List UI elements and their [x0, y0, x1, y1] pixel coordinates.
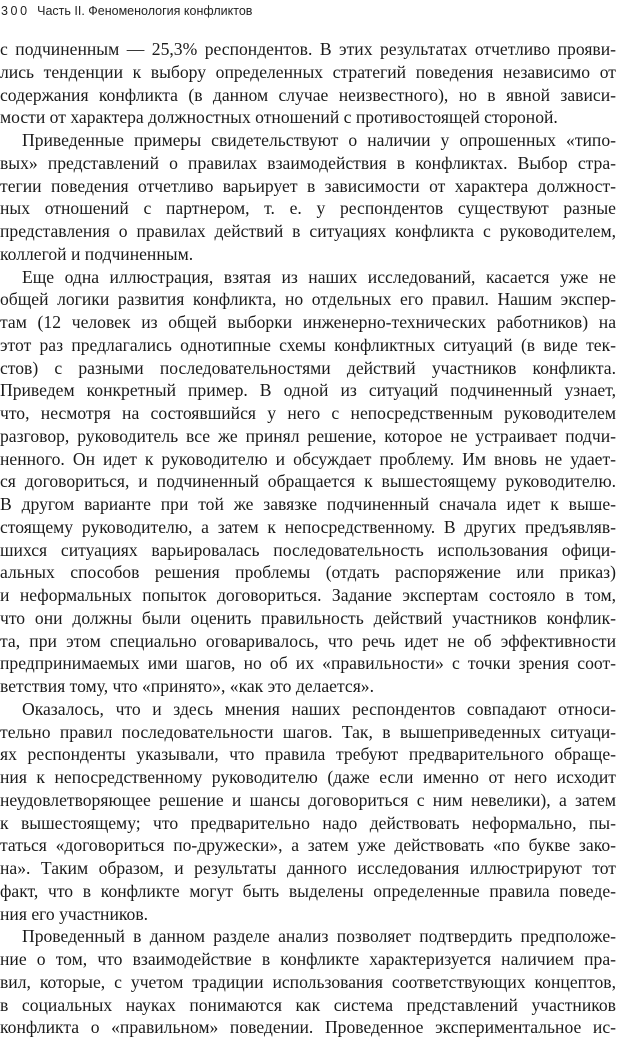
text-line: там (12 человек из общей выборки инженерно-технических работников) на: [0, 312, 616, 332]
text-line: что они должны были оценить правильность действий участников конфлик-: [0, 607, 616, 628]
text-line: ненного. Он идет к руководителю и обсуждает проблему. Им вновь не удает-: [0, 448, 616, 469]
text-line: мости от характера должностных отношений с противостоящей стороной.: [0, 107, 558, 128]
text-line: лись тенденции к выбору определенных стратегий поведения независимо от: [0, 61, 616, 82]
text-line: содержания конфликта (в данном случае неизвестного), но в явной зависи-: [0, 84, 616, 105]
text-line: таться «договориться по-дружески», а затем уже действовать «по букве зако-: [0, 835, 616, 856]
text-line: и неформальных попыток договориться. Задание экспертам состояло в том,: [0, 585, 616, 605]
text-line: общей логики развития конфликта, но отдельных его правил. Нашим экспер-: [0, 289, 616, 310]
text-line: Проведенный в данном разделе анализ позволяет подтвердить предположе-: [22, 926, 616, 947]
text-line: Приведенные примеры свидетельствуют о наличии у опрошенных «типо-: [22, 130, 616, 150]
paragraph: [0, 38, 616, 129]
text-line: неудовлетворяющее решение и шансы договориться с ним невелики), а затем: [0, 789, 616, 810]
page-body: [0, 38, 616, 1039]
text-line: разговор, руководитель все же принял решение, которое не устраивает подчи-: [0, 425, 616, 446]
text-line: альных способов решения проблемы (отдать распоряжение или приказ): [0, 562, 616, 583]
text-line: что, несмотря на состоявшийся у него с непосредственным руководителем: [0, 403, 616, 423]
text-line: к вышестоящему; что предварительно надо действовать неформально, пы-: [0, 812, 616, 833]
text-line: в социальных науках понимаются как система представлений участников: [0, 994, 616, 1015]
text-line: шихся ситуациях варьировалась последовательность использования офици-: [0, 539, 616, 560]
page-header: [0, 0, 620, 22]
text-line: ния его участников.: [0, 903, 149, 924]
text-line: ся договориться, и подчиненный обращается к вышестоящему руководителю.: [0, 471, 616, 492]
text-line: предпринимаемых ими шагов, но об их «правильности» с точки зрения соот-: [0, 653, 616, 674]
paragraph: [0, 698, 616, 926]
text-line: ние о том, что взаимодействие в конфликте характеризуется наличием пра-: [0, 949, 616, 969]
text-line: ветствия тому, что «принято», «как это делается».: [0, 676, 374, 696]
text-line: вых» представлений о правилах взаимодействия в конфликтах. Выбор стра-: [0, 152, 616, 173]
text-line: ях респонденты указывали, что правила требуют предварительного обраще-: [0, 744, 616, 765]
text-line: вил, которые, с учетом традиции использования соответствующих концептов,: [0, 971, 616, 992]
paragraph: [0, 266, 616, 698]
text-line: ных отношений с партнером, т. е. у респондентов существуют разные: [0, 198, 616, 219]
page-number: 300: [1, 4, 30, 18]
text-line: представления о правилах действий в ситуациях конфликта с руководителем,: [0, 221, 616, 241]
text-line: факт, что в конфликте могут быть выделены определенные правила поведе-: [0, 880, 616, 901]
paragraph: [0, 925, 616, 1039]
text-line: Еще одна иллюстрация, взятая из наших исследований, касается уже не: [22, 266, 616, 287]
paragraph: [0, 129, 616, 266]
text-line: Приведем конкретный пример. В одной из ситуаций подчиненный узнает,: [0, 380, 616, 401]
text-line: этот раз предлагались однотипные схемы конфликтных ситуаций (в виде тек-: [0, 334, 616, 355]
text-line: ния к непосредственному руководителю (даже если именно от него исходит: [0, 767, 616, 787]
text-line: на». Таким образом, и результаты данного исследования иллюстрируют тот: [0, 858, 616, 878]
text-line: с подчиненным — 25,3% респондентов. В этих результатах отчетливо прояви-: [0, 39, 616, 59]
text-line: тегии поведения отчетливо варьирует в зависимости от характера должност-: [0, 175, 616, 196]
text-line: тельно правил последовательности шагов. Так, в вышеприведенных ситуаци-: [0, 721, 616, 742]
text-line: стов) с разными последовательностями действий участников конфликта.: [0, 357, 616, 378]
running-title: Часть II. Феноменология конфликтов: [37, 4, 253, 18]
text-line: конфликта о «правильном» поведении. Проведенное экспериментальное ис-: [0, 1017, 616, 1038]
text-line: В другом варианте при той же завязке подчиненный сначала идет к выше-: [0, 494, 616, 514]
text-line: Оказалось, что и здесь мнения наших респондентов совпадают относи-: [22, 698, 616, 719]
text-line: та, при этом специально оговаривалось, что речь идет не об эффективности: [0, 630, 616, 651]
text-line: стоящему руководителю, а затем к непосредственному. В других предъявляв-: [0, 516, 616, 537]
text-line: коллегой и подчиненным.: [0, 243, 194, 264]
